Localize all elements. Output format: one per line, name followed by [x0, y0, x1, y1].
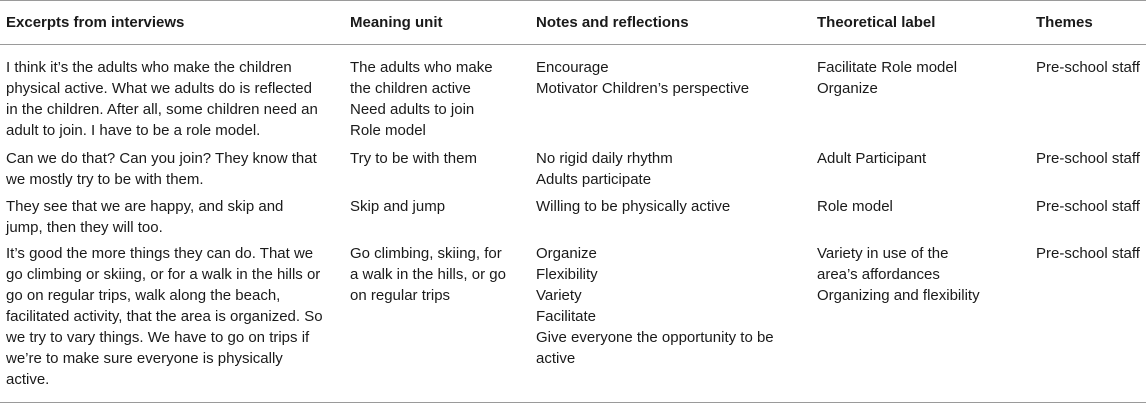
- cell-line: Organize: [536, 245, 597, 262]
- notes-cell: [536, 57, 749, 99]
- cell-line: Organizing and flexibility: [817, 287, 980, 304]
- meaning-unit-cell: [350, 148, 477, 169]
- cell-line: Role model: [817, 198, 893, 215]
- table-header-row: [0, 13, 1146, 35]
- cell-line: Willing to be physically active: [536, 198, 731, 215]
- cell-line: we try to vary things. We have to go on trips if: [6, 329, 310, 346]
- cell-line: Give everyone the opportunity to be: [536, 329, 774, 346]
- cell-line: we’re to make sure everyone is physically: [6, 350, 283, 367]
- cell-line: Variety in use of the: [817, 245, 949, 262]
- cell-line: Pre-school staff: [1036, 150, 1140, 167]
- excerpt-cell: [6, 196, 283, 238]
- meaning-unit-cell: [350, 196, 445, 217]
- cell-line: No rigid daily rhythm: [536, 150, 673, 167]
- cell-line: Try to be with them: [350, 150, 477, 167]
- cell-line: area’s affordances: [817, 266, 940, 283]
- header-themes: Themes: [1036, 14, 1093, 31]
- notes-cell: [536, 196, 730, 217]
- cell-line: go on regular trips, walk along the beach,: [6, 287, 281, 304]
- cell-line: It’s good the more things they can do. That we: [6, 245, 314, 262]
- cell-line: The adults who make: [350, 59, 493, 76]
- theme-cell: [1036, 196, 1140, 217]
- header-meaning-unit: Meaning unit: [350, 14, 443, 31]
- cell-line: Go climbing, skiing, for: [350, 245, 502, 262]
- meaning-unit-cell: [350, 57, 493, 141]
- theme-cell: [1036, 148, 1140, 169]
- theoretical-label-cell: [817, 148, 926, 169]
- table-bottom-rule: [0, 402, 1146, 403]
- table-header-rule: [0, 44, 1146, 45]
- excerpt-cell: [6, 148, 317, 190]
- cell-line: active.: [6, 371, 50, 388]
- theme-cell: [1036, 243, 1140, 264]
- cell-line: physical active. What we adults do is reflected: [6, 80, 312, 97]
- cell-line: Skip and jump: [350, 198, 446, 215]
- cell-line: Facilitate: [536, 308, 597, 325]
- cell-line: adult to join. I have to be a role model.: [6, 122, 261, 139]
- theoretical-label-cell: [817, 57, 957, 99]
- cell-line: Motivator Children’s perspective: [536, 80, 750, 97]
- cell-line: Adults participate: [536, 171, 652, 188]
- theme-cell: [1036, 57, 1140, 78]
- cell-line: active: [536, 350, 576, 367]
- cell-line: Pre-school staff: [1036, 59, 1140, 76]
- table-top-rule: [0, 0, 1146, 1]
- cell-line: jump, then they will too.: [6, 219, 163, 236]
- theoretical-label-cell: [817, 196, 893, 217]
- cell-line: Encourage: [536, 59, 609, 76]
- cell-line: the children active: [350, 80, 471, 97]
- cell-line: Organize: [817, 80, 878, 97]
- cell-line: Need adults to join: [350, 101, 475, 118]
- header-excerpts: Excerpts from interviews: [6, 14, 185, 31]
- cell-line: Flexibility: [536, 266, 598, 283]
- cell-line: a walk in the hills, or go: [350, 266, 506, 283]
- cell-line: Can we do that? Can you join? They know that: [6, 150, 317, 167]
- cell-line: Pre-school staff: [1036, 245, 1140, 262]
- cell-line: in the children. After all, some children need an: [6, 101, 318, 118]
- cell-line: Variety: [536, 287, 582, 304]
- cell-line: go climbing or skiing, or for a walk in the hills or: [6, 266, 321, 283]
- excerpt-cell: [6, 243, 323, 390]
- header-theoretical-label: Theoretical label: [817, 14, 936, 31]
- cell-line: Adult Participant: [817, 150, 927, 167]
- cell-line: on regular trips: [350, 287, 451, 304]
- cell-line: They see that we are happy, and skip and: [6, 198, 284, 215]
- cell-line: I think it’s the adults who make the children: [6, 59, 292, 76]
- cell-line: Facilitate Role model: [817, 59, 958, 76]
- cell-line: Pre-school staff: [1036, 198, 1140, 215]
- excerpt-cell: [6, 57, 318, 141]
- notes-cell: [536, 148, 673, 190]
- header-notes: Notes and reflections: [536, 14, 689, 31]
- notes-cell: [536, 243, 774, 369]
- meaning-unit-cell: [350, 243, 506, 306]
- cell-line: facilitated activity, that the area is organized. So: [6, 308, 323, 325]
- cell-line: we mostly try to be with them.: [6, 171, 204, 188]
- cell-line: Role model: [350, 122, 426, 139]
- theoretical-label-cell: [817, 243, 980, 306]
